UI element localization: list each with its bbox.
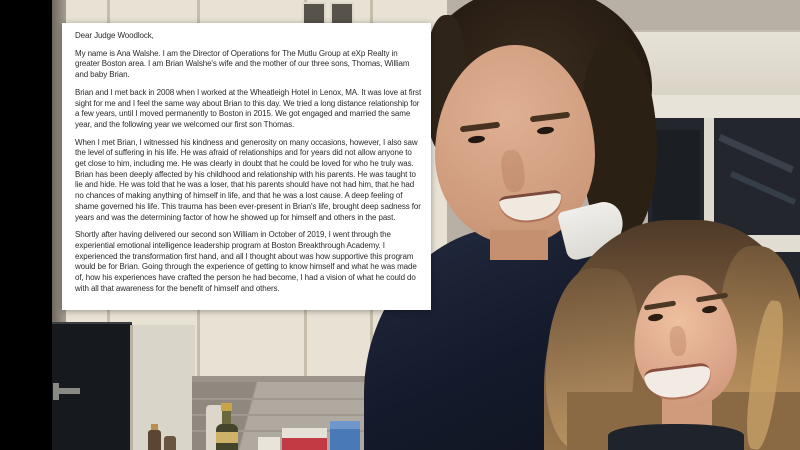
wine-bottle-label xyxy=(216,432,238,443)
left-black-bar xyxy=(0,0,52,450)
dark-cabinet xyxy=(52,322,132,450)
small-box xyxy=(258,437,280,450)
woman-dark-top xyxy=(608,424,744,450)
counter-bottle xyxy=(164,436,176,450)
counter-bottle xyxy=(148,430,161,450)
wine-bottle-foil xyxy=(221,403,232,411)
cabinet-pillar xyxy=(130,325,195,450)
letter-overlay xyxy=(62,23,431,310)
man-neck xyxy=(490,230,548,260)
cabinet-glass-pane xyxy=(330,2,354,25)
cabinet-handle xyxy=(58,388,80,394)
letter-salutation: Dear Judge Woodlock, xyxy=(75,31,154,40)
red-box-band xyxy=(282,438,327,450)
letter-paragraph: Brian and I met back in 2008 when I worked at the Wheatleigh Hotel in Lenox, MA. It was love at first sight for me and I feel the same way about Brian to this day. We tried a long distance relationship for a few years, until I moved permanently to Boston in 2015. We got engaged and married the same year, and the following year we welcomed our first son Thomas. xyxy=(75,87,422,129)
cabinet-glass-pane xyxy=(302,2,326,25)
letter-paragraph: My name is Ana Walshe. I am the Director of Operations for The Mutlu Group at eXp Realty in greater Boston area. I am Brian Walshe's wife and the mother of our three sons, Thomas, William and baby Brian. xyxy=(75,48,410,80)
blue-box-top xyxy=(330,421,360,429)
letter-paragraph: When I met Brian, I witnessed his kindness and generosity on many occasions, however, I also saw the level of suffering in his life. He was afraid of relationships and for years did not allow anyone to get close to him, including me. He was clearly in doubt that he could be loved for who he truly was. Brian has been deeply affected by his childhood and relationship with his parents. He was taught to lie and hide. He was told that he was a loser, that his parents should have not had him, that he had no chances of making anything of himself in life, and that he was a lost cause. A deep feeling of shame governed his life. This trauma has been ever-present in Brian's life, brought deep sadness for years and was the determining factor of how he showed up for himself and others in the past. xyxy=(75,137,421,222)
letter-paragraph: Shortly after having delivered our second son William in October of 2019, I went through the experiential emotional intelligence leadership program at Boston Breakthrough Academy. I experienced the transformation first hand, and all I thought about was how supportive this program would be for Brian. Going through the experience of getting to know himself and what he was made of, how his experiences have crafted the person he had become, I had a vision of what he could do with all that awareness for the benefit of himself and others. xyxy=(75,230,417,293)
